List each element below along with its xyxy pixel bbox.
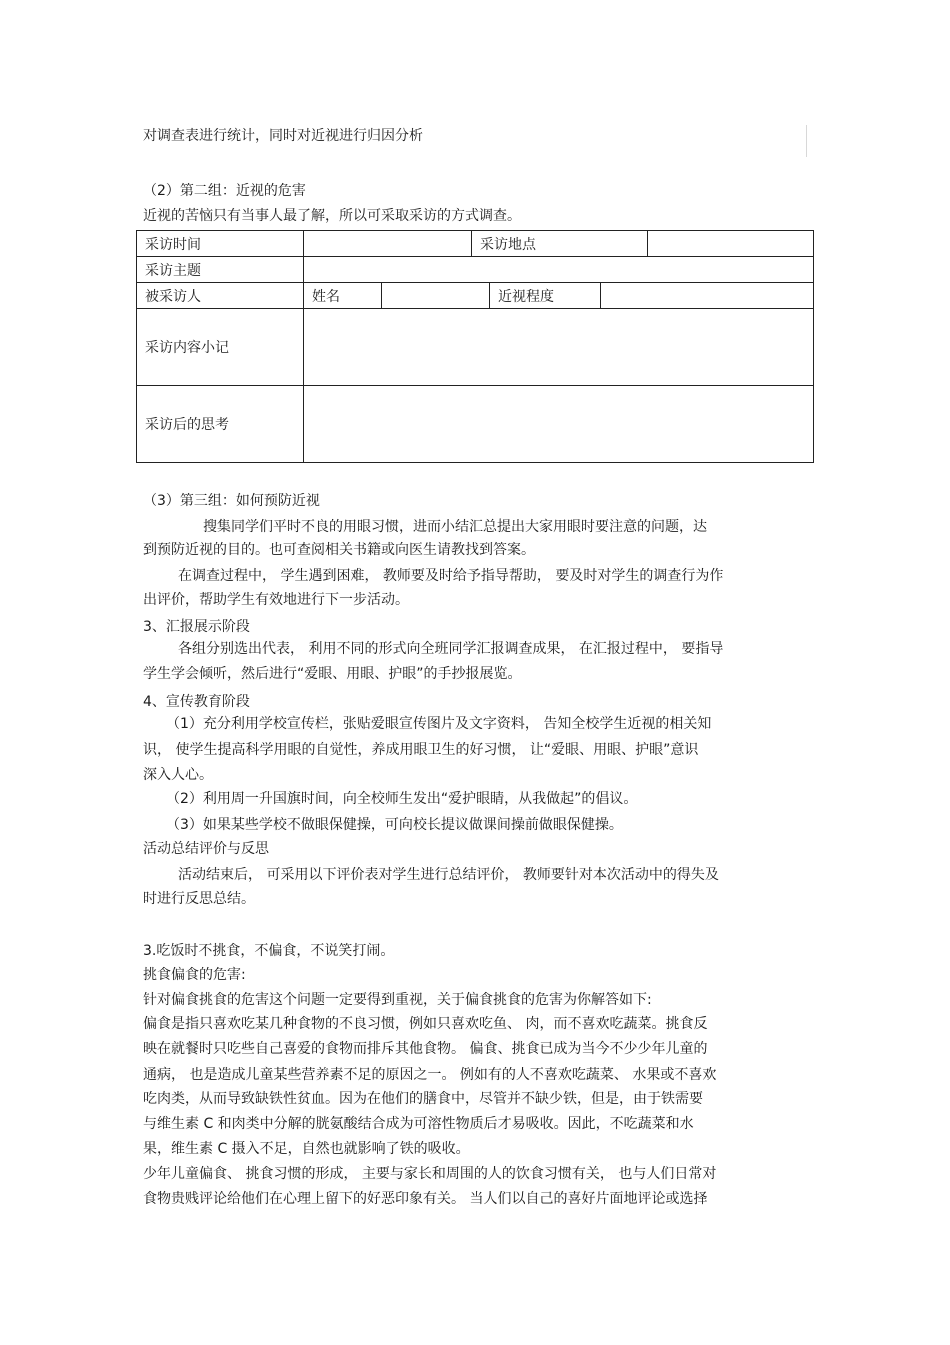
notes-label: 采访内容小记	[137, 309, 304, 386]
stage4-item1-line2: 识， 使学生提高科学用眼的自觉性，养成用眼卫生的好习惯， 让“爱眼、用眼、护眼”意识	[143, 742, 699, 758]
section3-line4: 通病， 也是造成儿童某些营养素不足的原因之一。 例如有的人不喜欢吃蔬菜、 水果或不喜欢	[143, 1067, 717, 1083]
margin-divider	[806, 125, 807, 157]
interview-table	[136, 230, 814, 463]
time-label: 采访时间	[137, 231, 304, 257]
summary-line2: 时进行反思总结。	[143, 891, 255, 907]
section3-line5: 吃肉类，从而导致缺铁性贫血。因为在他们的膳食中，尽管并不缺少铁，但是，由于铁需要	[143, 1091, 703, 1107]
intro-line: 对调查表进行统计，同时对近视进行归因分析	[143, 128, 423, 144]
stage4-title: 4、宣传教育阶段	[143, 694, 250, 710]
group2-intro: 近视的苦恼只有当事人最了解，所以可采取采访的方式调查。	[143, 208, 521, 224]
stage4-item1-line1: （1）充分利用学校宣传栏，张贴爱眼宣传图片及文字资料， 告知全校学生近视的相关知	[166, 716, 712, 732]
degree-value-cell[interactable]	[601, 283, 813, 309]
name-value-cell[interactable]	[382, 283, 490, 309]
section3-title: 3.吃饭时不挑食，不偏食，不说笑打闹。	[143, 943, 395, 959]
section3-line2: 偏食是指只喜欢吃某几种食物的不良习惯，例如只喜欢吃鱼、 肉，而不喜欢吃蔬菜。挑食反	[143, 1016, 708, 1032]
stage3-title: 3、汇报展示阶段	[143, 619, 250, 635]
name-label: 姓名	[304, 283, 382, 309]
reflection-value-cell[interactable]	[304, 386, 813, 462]
topic-value-cell[interactable]	[304, 257, 813, 283]
place-value-cell[interactable]	[648, 231, 813, 257]
stage4-item1-line3: 深入人心。	[143, 767, 213, 783]
group3-p1-line1: 搜集同学们平时不良的用眼习惯，进而小结汇总提出大家用眼时要注意的问题，达	[203, 519, 707, 535]
summary-line1: 活动结束后， 可采用以下评价表对学生进行总结评价， 教师要针对本次活动中的得失及	[178, 867, 719, 883]
section3-line8: 少年儿童偏食、 挑食习惯的形成， 主要与家长和周围的人的饮食习惯有关， 也与人们日常对	[143, 1166, 717, 1182]
section3-line6: 与维生素 C 和肉类中分解的胱氨酸结合成为可溶性物质后才易吸收。因此，不吃蔬菜和水	[143, 1116, 694, 1132]
notes-value-cell[interactable]	[304, 309, 813, 386]
stage3-line2: 学生学会倾听，然后进行“爱眼、用眼、护眼”的手抄报展览。	[143, 666, 522, 682]
topic-label: 采访主题	[137, 257, 304, 283]
degree-label: 近视程度	[490, 283, 601, 309]
section3-line9: 食物贵贱评论给他们在心理上留下的好恶印象有关。 当人们以自己的喜好片面地评论或选择	[143, 1191, 708, 1207]
section3-subtitle: 挑食偏食的危害:	[143, 967, 246, 983]
section3-line7: 果，维生素 C 摄入不足，自然也就影响了铁的吸收。	[143, 1141, 470, 1157]
section3-line3: 映在就餐时只吃些自己喜爱的食物而排斥其他食物。 偏食、挑食已成为当今不少少年儿童的	[143, 1041, 708, 1057]
place-label: 采访地点	[472, 231, 648, 257]
stage3-line1: 各组分别选出代表， 利用不同的形式向全班同学汇报调查成果， 在汇报过程中， 要指导	[178, 641, 724, 657]
summary-title: 活动总结评价与反思	[143, 841, 269, 857]
reflection-label: 采访后的思考	[137, 386, 304, 462]
interviewee-label: 被采访人	[137, 283, 304, 309]
group3-p2-line2: 出评价，帮助学生有效地进行下一步活动。	[143, 592, 409, 608]
time-value-cell[interactable]	[304, 231, 472, 257]
stage4-item2: （2）利用周一升国旗时间，向全校师生发出“爱护眼睛，从我做起”的倡议。	[166, 791, 638, 807]
group3-p2-line1: 在调查过程中， 学生遇到困难， 教师要及时给予指导帮助， 要及时对学生的调查行为作	[178, 568, 724, 584]
stage4-item3: （3）如果某些学校不做眼保健操，可向校长提议做课间操前做眼保健操。	[166, 817, 623, 833]
group2-title: （2）第二组：近视的危害	[143, 183, 306, 199]
group3-title: （3）第三组：如何预防近视	[143, 493, 320, 509]
group3-p1-line2: 到预防近视的目的。也可查阅相关书籍或向医生请教找到答案。	[143, 542, 535, 558]
section3-line1: 针对偏食挑食的危害这个问题一定要得到重视，关于偏食挑食的危害为你解答如下:	[143, 992, 652, 1008]
